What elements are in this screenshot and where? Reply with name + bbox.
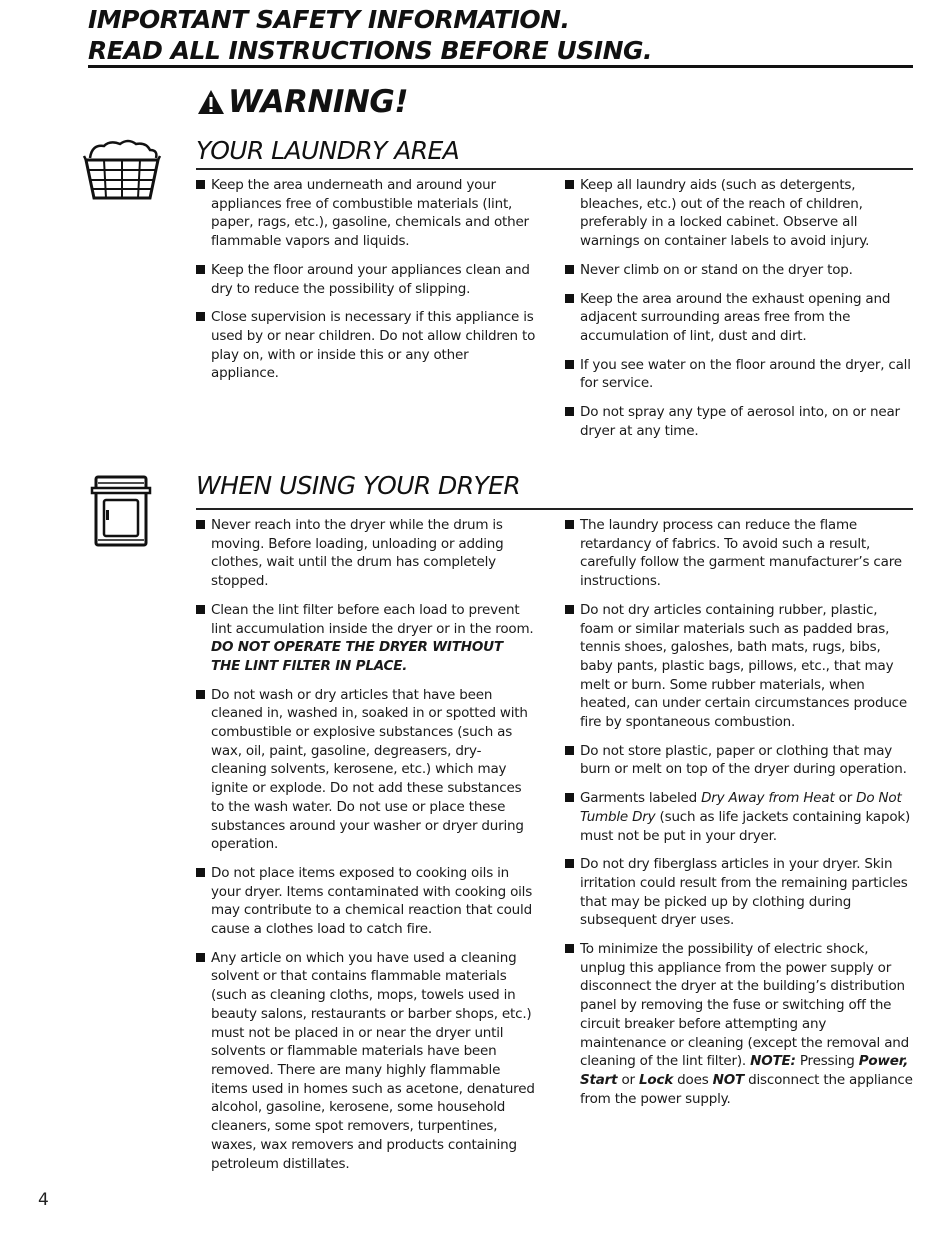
not-emphasis: NOT xyxy=(712,1071,745,1088)
bullet-square-icon xyxy=(196,312,205,321)
list-item: Keep the area underneath and around your appliances free of combustible materials (lint, paper, rags, etc.), gasoline, chemicals and other flammable vapors and liquids. xyxy=(196,176,536,251)
warning-label: WARNING! xyxy=(228,84,408,120)
page-number: 4 xyxy=(38,1190,49,1210)
list-item: Do not spray any type of aerosol into, on or near dryer at any time. xyxy=(565,403,915,440)
note-label: NOTE: xyxy=(750,1053,796,1070)
list-item: To minimize the possibility of electric shock, unplug this appliance from the power supply or disconnect the dryer at the building’s distribution panel by removing the fuse or switching off the circuit breaker before attempting any maintenance or cleaning (except the removal and cleaning of the lint filter). NOTE: Pressing Power, Start or Lock does NOT disconnect the appliance from the power supply. xyxy=(565,940,915,1108)
using-dryer-left-column xyxy=(196,516,536,1183)
list-item: Clean the lint filter before each load to prevent lint accumulation inside the dryer or in the room. DO NOT OPERATE THE DRYER WITHOUT THE LINT FILTER IN PLACE. xyxy=(196,601,536,676)
bullet-square-icon xyxy=(565,944,574,953)
list-item: Garments labeled Dry Away from Heat or Do Not Tumble Dry (such as life jackets containing kapok) must not be put in your dryer. xyxy=(565,789,915,845)
list-item: Keep all laundry aids (such as detergents, bleaches, etc.) out of the reach of children, preferably in a locked cabinet. Observe all warnings on container labels to avoid injury. xyxy=(565,176,915,251)
list-item: Never reach into the dryer while the drum is moving. Before loading, unloading or adding clothes, wait until the drum has completely stopped. xyxy=(196,516,536,591)
lint-filter-warning: DO NOT OPERATE THE DRYER WITHOUT THE LINT FILTER IN PLACE. xyxy=(211,639,503,674)
bullet-square-icon xyxy=(565,180,574,189)
list-item: Keep the floor around your appliances clean and dry to reduce the possibility of slipping. xyxy=(196,261,536,298)
section-rule-using-dryer xyxy=(196,508,913,510)
page-header xyxy=(88,4,912,66)
warning-triangle-icon xyxy=(196,88,226,116)
section-rule-laundry-area xyxy=(196,168,913,170)
list-item: Do not dry articles containing rubber, plastic, foam or similar materials such as padded bras, tennis shoes, galoshes, bath mats, rugs, bibs, baby pants, plastic bags, pillows, etc., that may melt or burn. Some rubber materials, when heated, can under certain circumstances produce fire by spontaneous combustion. xyxy=(565,601,915,732)
list-item: Do not wash or dry articles that have been cleaned in, washed in, soaked in or spotted with combustible or explosive substances (such as wax, oil, paint, gasoline, degreasers, dry-cleaning solvents, kerosene, etc.) which may ignite or explode. Do not add these substances to the wash water. Do not use or place these substances around your washer or dryer during operation. xyxy=(196,686,536,854)
dryer-icon xyxy=(90,474,152,548)
header-rule xyxy=(88,65,913,68)
lock-label: Lock xyxy=(639,1071,674,1088)
bullet-square-icon xyxy=(565,605,574,614)
garment-label-do-not-tumble: Do Not Tumble Dry xyxy=(580,790,902,825)
bullet-square-icon xyxy=(196,520,205,529)
bullet-square-icon xyxy=(196,180,205,189)
list-item: Do not dry fiberglass articles in your dryer. Skin irritation could result from the remaining particles that may be picked up by clothing during subsequent dryer uses. xyxy=(565,855,915,930)
header-line-2: READ ALL INSTRUCTIONS BEFORE USING. xyxy=(88,36,653,65)
header-line-1: IMPORTANT SAFETY INFORMATION. xyxy=(88,5,570,34)
bullet-square-icon xyxy=(565,360,574,369)
bullet-square-icon xyxy=(196,605,205,614)
list-item: Do not store plastic, paper or clothing that may burn or melt on top of the dryer during operation. xyxy=(565,742,915,779)
list-item: The laundry process can reduce the flame retardancy of fabrics. To avoid such a result, carefully follow the garment manufacturer’s care instructions. xyxy=(565,516,915,591)
laundry-basket-icon xyxy=(82,138,162,202)
garment-label-dry-away: Dry Away from Heat xyxy=(701,790,835,807)
section-title-laundry-area: YOUR LAUNDRY AREA xyxy=(196,136,460,165)
list-item: If you see water on the floor around the dryer, call for service. xyxy=(565,356,915,393)
section-title-using-dryer: WHEN USING YOUR DRYER xyxy=(196,471,521,500)
bullet-square-icon xyxy=(196,953,205,962)
bullet-square-icon xyxy=(565,859,574,868)
bullet-square-icon xyxy=(565,407,574,416)
list-item: Any article on which you have used a cleaning solvent or that contains flammable materials (such as cleaning cloths, mops, towels used in beauty salons, restaurants or barber shops, etc.) must not be placed in or near the dryer until solvents or flammable materials have been removed. There are many highly flammable items used in homes such as acetone, denatured alcohol, gasoline, kerosene, some household cleaners, some spot removers, turpentines, waxes, wax removers and products containing petroleum distillates. xyxy=(196,949,536,1173)
bullet-square-icon xyxy=(565,294,574,303)
warning-heading xyxy=(196,84,408,120)
bullet-square-icon xyxy=(565,520,574,529)
list-item: Never climb on or stand on the dryer top. xyxy=(565,261,915,280)
laundry-area-right-column xyxy=(565,176,915,450)
bullet-square-icon xyxy=(196,690,205,699)
list-item: Close supervision is necessary if this appliance is used by or near children. Do not allow children to play on, with or inside this or any other appliance. xyxy=(196,308,536,383)
list-item: Keep the area around the exhaust opening and adjacent surrounding areas free from the accumulation of lint, dust and dirt. xyxy=(565,290,915,346)
bullet-square-icon xyxy=(565,746,574,755)
bullet-square-icon xyxy=(565,793,574,802)
list-item: Do not place items exposed to cooking oils in your dryer. Items contaminated with cooking oils may contribute to a chemical reaction that could cause a clothes load to catch fire. xyxy=(196,864,536,939)
using-dryer-right-column xyxy=(565,516,915,1118)
power-start-label: Power, Start xyxy=(580,1053,909,1088)
bullet-square-icon xyxy=(196,265,205,274)
bullet-square-icon xyxy=(196,868,205,877)
laundry-area-left-column xyxy=(196,176,536,393)
bullet-square-icon xyxy=(565,265,574,274)
